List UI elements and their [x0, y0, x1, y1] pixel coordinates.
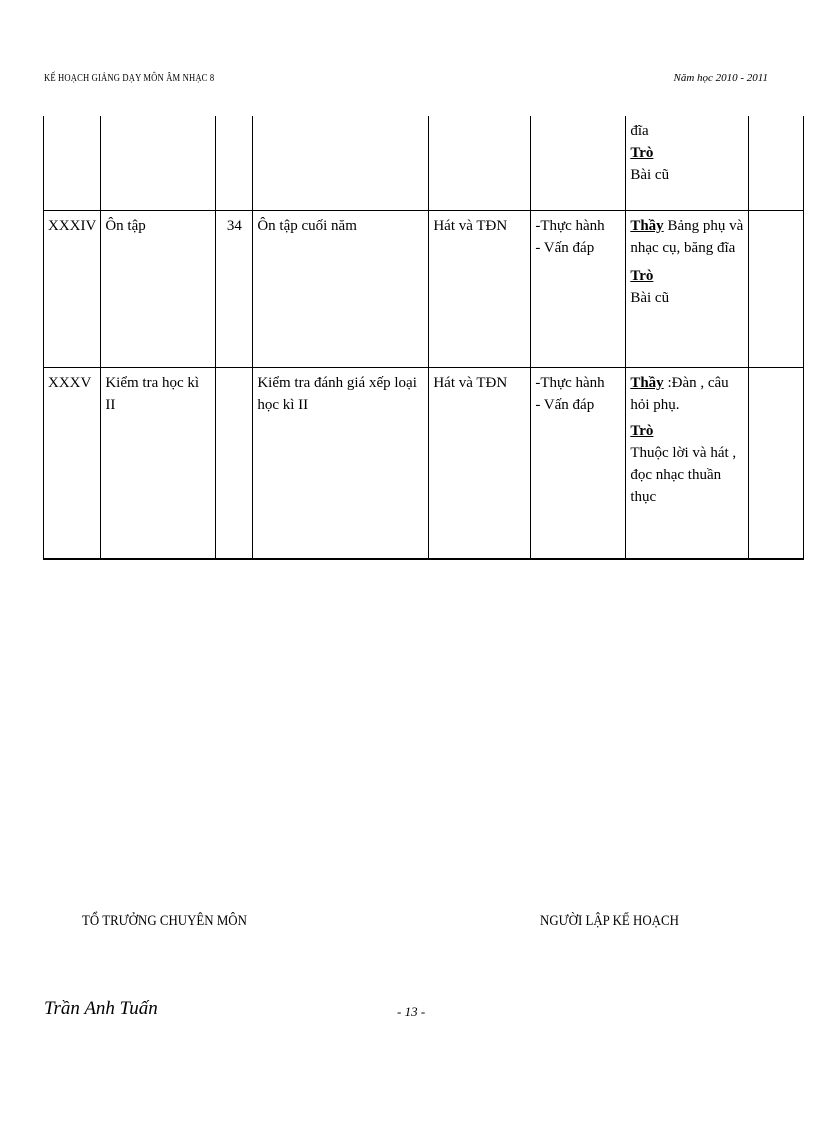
cell-methods — [531, 210, 626, 367]
student-text: Bài cũ — [630, 167, 670, 183]
method-item: - Vấn đáp — [535, 396, 595, 413]
cell-unit: Ôn tập — [101, 210, 216, 367]
document-header-title: KẾ HOẠCH GIẢNG DẠY MÔN ÂM NHẠC 8 — [44, 72, 215, 84]
cell-title: Kiểm tra đánh giá xếp loại học kì II — [253, 367, 429, 559]
cell-week: XXXIV — [44, 210, 101, 367]
cell-resources — [626, 367, 749, 559]
table-row-continuation — [44, 116, 804, 210]
cell-week: XXXV — [44, 367, 101, 559]
student-text: Bài cũ — [630, 289, 670, 306]
method-item: -Thực hành — [535, 217, 605, 234]
resources-text: đĩa — [630, 123, 649, 139]
cell-content — [429, 116, 531, 210]
teacher-text: Bảng phụ và nhạc cụ, băng đĩa — [630, 217, 744, 256]
cell-resources — [626, 116, 749, 210]
cell-methods — [531, 367, 626, 559]
cell-content: Hát và TĐN — [429, 367, 531, 559]
cell-lesson-no — [216, 367, 253, 559]
teacher-text: :Đàn , câu hỏi phụ. — [630, 374, 729, 413]
cell-note — [749, 116, 804, 210]
signature-head-of-department: TỔ TRƯỞNG CHUYÊN MÔN — [82, 913, 247, 929]
cell-note — [749, 367, 804, 559]
cell-methods — [531, 116, 626, 210]
student-label: Trò — [630, 145, 654, 161]
page-number: - 13 - — [397, 1004, 426, 1019]
method-item: - Vấn đáp — [535, 239, 595, 256]
cell-lesson-no — [216, 116, 253, 210]
school-year: Năm học 2010 - 2011 — [673, 72, 768, 84]
student-label: Trò — [630, 267, 654, 284]
student-text: Thuộc lời và hát , đọc nhạc thuần thục — [630, 444, 737, 505]
cell-resources — [626, 210, 749, 367]
cell-title: Ôn tập cuối năm — [253, 210, 429, 367]
table-row — [44, 367, 804, 559]
cell-week — [44, 116, 101, 210]
cell-title — [253, 116, 429, 210]
student-label: Trò — [630, 422, 654, 439]
cell-unit — [101, 116, 216, 210]
teacher-label: Thầy — [630, 374, 664, 391]
teacher-label: Thầy — [630, 217, 664, 234]
method-item: -Thực hành — [535, 374, 605, 391]
footer-author: Trần Anh Tuấn — [44, 998, 158, 1019]
table-row — [44, 210, 804, 367]
cell-lesson-no: 34 — [216, 210, 253, 367]
lesson-plan-table — [43, 116, 804, 560]
cell-note — [749, 210, 804, 367]
cell-content: Hát và TĐN — [429, 210, 531, 367]
cell-unit: Kiểm tra học kì II — [101, 367, 216, 559]
signature-plan-author: NGƯỜI LẬP KẾ HOẠCH — [540, 913, 679, 929]
